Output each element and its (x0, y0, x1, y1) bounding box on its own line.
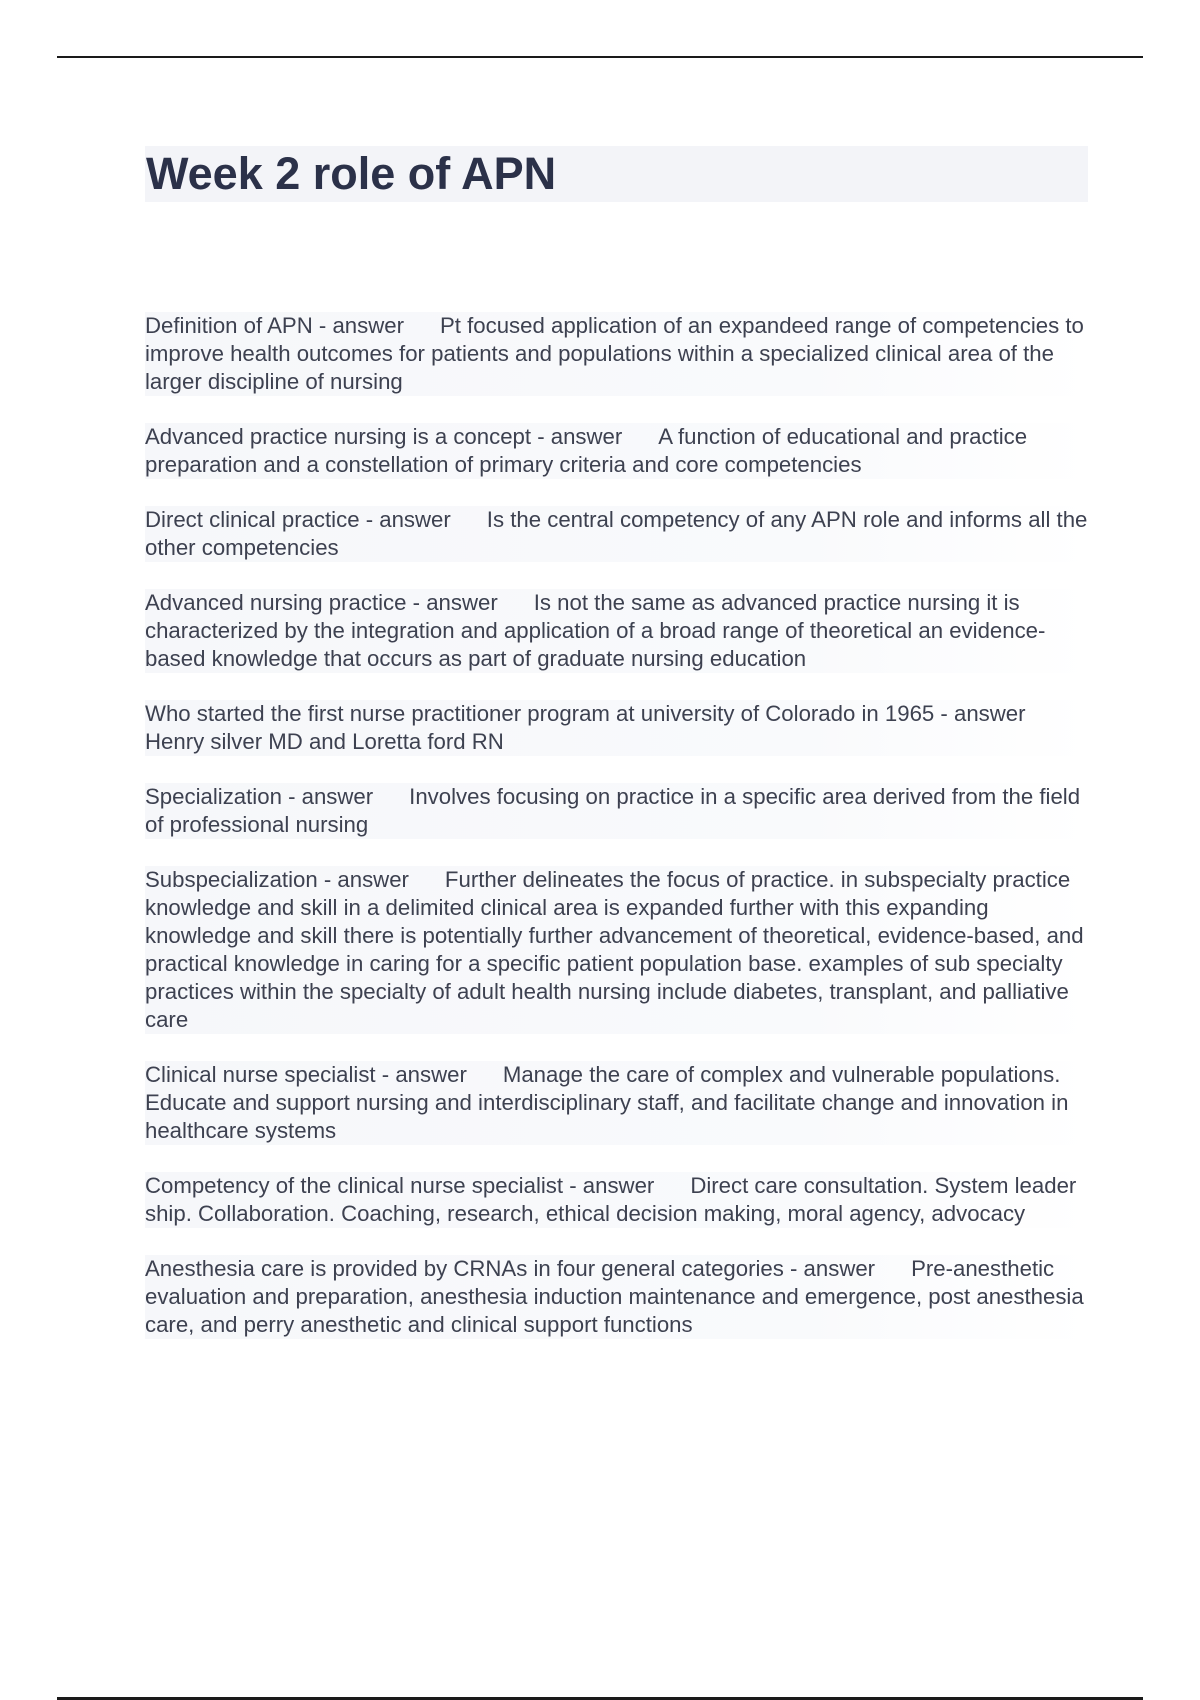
entry-answer: Involves focusing on practice in a specific area derived from the field of professional nursing (145, 784, 1081, 837)
top-rule (57, 56, 1143, 58)
entry-answer: Is not the same as advanced practice nursing it is characterized by the integration and application of a broad range of theoretical an evidence-based knowledge that occurs as part of graduate nursing education (145, 590, 1046, 671)
entry-question: Anesthesia care is provided by CRNAs in four general categories - answer (145, 1256, 876, 1281)
page-title: Week 2 role of APN (146, 148, 557, 199)
qa-entry-8 (145, 1061, 1090, 1145)
entry-question: Direct clinical practice - answer (145, 507, 451, 532)
entry-answer: Direct care consultation. System leader ship. Collaboration. Coaching, research, ethical decision making, moral agency, advocacy (145, 1173, 1077, 1226)
entry-answer: Further delineates the focus of practice. in subspecialty practice knowledge and skill in a delimited clinical area is expanded further with this expanding knowledge and skill there is potentially further advancement of theoretical, evidence-based, and practical knowledge in caring for a specific patient population base. examples of sub specialty practices within the specialty of adult health nursing include diabetes, transplant, and palliative care (145, 867, 1084, 1032)
entry-answer: Manage the care of complex and vulnerable populations. Educate and support nursing and interdisciplinary staff, and facilitate change and innovation in healthcare systems (145, 1062, 1069, 1143)
qa-entry-7 (145, 866, 1090, 1034)
entry-answer: Is the central competency of any APN role and informs all the other competencies (145, 507, 1088, 560)
entry-question: Subspecialization - answer (145, 867, 409, 892)
qa-entry-3 (145, 506, 1090, 562)
qa-entry-1 (145, 312, 1090, 396)
qa-entry-2 (145, 423, 1090, 479)
entry-answer: A function of educational and practice preparation and a constellation of primary criteria and core competencies (145, 424, 1028, 477)
entry-question: Who started the first nurse practitioner program at university of Colorado in 1965 - answer (145, 701, 1026, 726)
entry-question: Competency of the clinical nurse specialist - answer (145, 1173, 655, 1198)
entry-answer: Pre-anesthetic evaluation and preparation, anesthesia induction maintenance and emergence, post anesthesia care, and perry anesthetic and clinical support functions (145, 1256, 1084, 1337)
entry-question: Definition of APN - answer (145, 313, 404, 338)
qa-entry-10 (145, 1255, 1090, 1339)
entry-question: Clinical nurse specialist - answer (145, 1062, 467, 1087)
qa-entry-9 (145, 1172, 1090, 1228)
qa-entry-5 (145, 700, 1090, 756)
qa-entry-6 (145, 783, 1090, 839)
entry-question: Specialization - answer (145, 784, 374, 809)
entry-question: Advanced nursing practice - answer (145, 590, 498, 615)
qa-entry-4 (145, 589, 1090, 673)
entry-answer: Henry silver MD and Loretta ford RN (145, 729, 504, 754)
entry-list (145, 312, 1090, 1366)
entry-answer: Pt focused application of an expandeed range of competencies to improve health outcomes for patients and populations within a specialized clinical area of the larger discipline of nursing (145, 313, 1084, 394)
entry-question: Advanced practice nursing is a concept - answer (145, 424, 623, 449)
